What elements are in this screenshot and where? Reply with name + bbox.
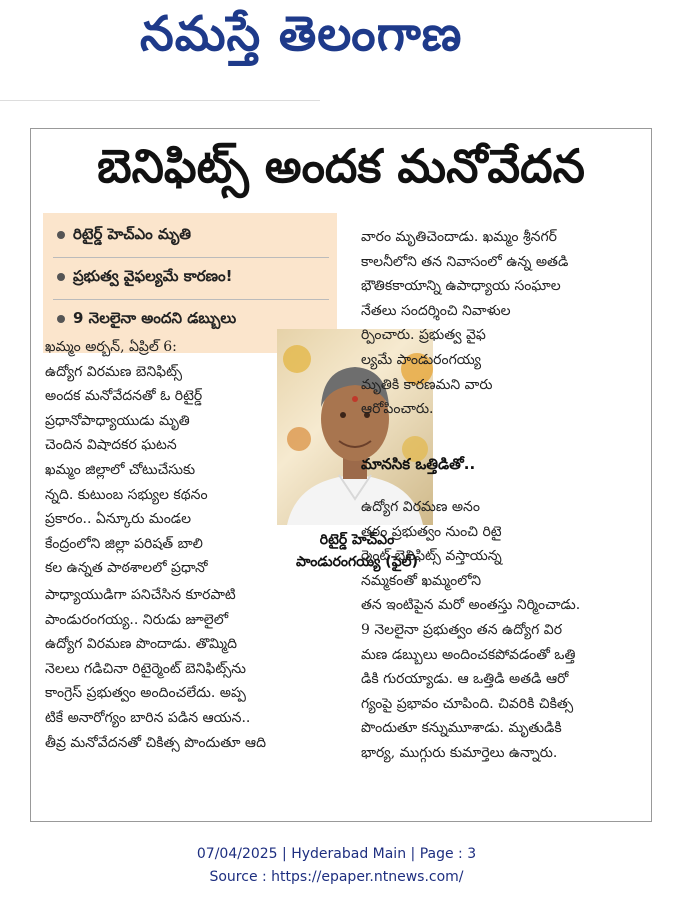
text-line: పాధ్యాయుడిగా పనిచేసిన కూరపాటి — [45, 587, 236, 603]
article-column-right-2 — [361, 495, 645, 766]
article-column-left — [45, 335, 269, 581]
article-clipping — [30, 128, 652, 822]
text-line: నేతలు సందర్శించి నివాళుల — [361, 302, 511, 319]
article-column-left-lower — [45, 583, 345, 755]
photo-caption: రిటైర్డ్ హెచ్ఎం పాండురంగయ్య (ఫైల్) — [296, 532, 418, 570]
text-line: మణ డబ్బులు అందించకపోవడంతో ఒత్తి — [361, 646, 576, 663]
text-line: ప్రధానోపాధ్యాయుడు మృతి — [45, 412, 190, 429]
masthead — [0, 0, 673, 100]
masthead-divider — [0, 100, 320, 101]
text-line: భౌతికకాయాన్ని ఉపాధ్యాయ సంఘాల — [361, 278, 561, 295]
article-subheading: మానసిక ఒత్తిడితో.. — [361, 455, 476, 473]
text-line: ఖమ్మం అర్బన్, ఏప్రిల్ 6: — [45, 339, 177, 355]
bullet-dot-icon — [57, 231, 65, 239]
text-line: చెందిన విషాదకర ఘటన — [45, 437, 177, 454]
source-link[interactable]: Source : https://epaper.ntnews.com/ — [209, 869, 464, 885]
text-line: ఉద్యోగ విరమణ అనం — [361, 499, 480, 515]
text-line: 9 నెలలైనా ప్రభుత్వం తన ఉద్యోగ విర — [361, 621, 563, 638]
text-line: పొందుతూ కన్నుమూశాడు. మృతుడికి — [361, 720, 562, 737]
highlight-divider — [53, 299, 329, 300]
text-line: ప్రకారం.. ఏన్కూరు మండల — [45, 511, 192, 528]
text-line: ఉద్యోగ విరమణ పొందాడు. తొమ్మిది — [45, 636, 238, 653]
text-line: టికే అనారోగ్యం బారిన పడిన ఆయన.. — [45, 709, 251, 726]
article-column-right — [361, 225, 645, 422]
text-line: కేంద్రంలోని జిల్లా పరిషత్ బాలి — [45, 535, 203, 552]
text-line: వారం మృతిచెందాడు. ఖమ్మం శ్రీనగర్ — [361, 229, 557, 245]
text-line: భార్య, ముగ్గురు కుమార్తెలు ఉన్నారు. — [361, 744, 558, 761]
text-line: నమ్మకంతో ఖమ్మంలోని — [361, 572, 482, 589]
edition-info: 07/04/2025 | Hyderabad Main | Page : 3 — [196, 846, 477, 862]
text-line: అందక మనోవేదనతో ఓ రిటైర్డ్ — [45, 388, 203, 405]
text-line: కాలనీలోని తన నివాసంలో ఉన్న అతడి — [361, 253, 569, 270]
article-headline: బెనిఫిట్స్ అందక మనోవేదన — [97, 139, 585, 193]
highlight-divider — [53, 257, 329, 258]
page-footer — [0, 843, 673, 889]
text-line: నెలలు గడిచినా రిటైర్మెంట్ బెనిఫిట్స్‌ను — [45, 660, 246, 677]
text-line: తరం ప్రభుత్వం నుంచి రిటై — [361, 523, 502, 540]
bullet-dot-icon — [57, 315, 65, 323]
text-line: తీవ్ర మనోవేదనతో చికిత్స పొందుతూ ఆది — [45, 734, 266, 751]
text-line: తన ఇంటిపైన మరో అంతస్తు నిర్మించాడు. — [361, 597, 581, 614]
text-line: న్నది. కుటుంబ సభ్యుల కథనం — [45, 486, 208, 503]
text-line: డికి గురయ్యాడు. ఆ ఒత్తిడి అతడి ఆరో — [361, 671, 569, 688]
text-line: ఉద్యోగ విరమణ బెనిఫిట్స్ — [45, 363, 183, 380]
text-line: పాండురంగయ్య.. నిరుడు జూలైలో — [45, 611, 229, 628]
bullet-dot-icon — [57, 273, 65, 281]
highlight-item: ప్రభుత్వ వైఫల్యమే కారణం! — [57, 267, 232, 289]
text-line: కల ఉన్నత పాఠశాలలో ప్రధానో — [45, 560, 208, 577]
text-line: మృతికి కారణమని వారు — [361, 376, 493, 393]
highlight-item: రిటైర్డ్ హెచ్ఎం మృతి — [57, 225, 191, 247]
text-line: ఖమ్మం జిల్లాలో చోటుచేసుకు — [45, 461, 196, 478]
text-line: ల్యమే పాండురంగయ్య — [361, 351, 482, 368]
text-line: ర్పించారు. ప్రభుత్వ వైఫ — [361, 327, 486, 344]
text-line: ర్మెంట్ బెనిఫిట్స్ వస్తాయన్న — [361, 548, 502, 565]
text-line: గ్యంపై ప్రభావం చూపింది. చివరికి చికిత్స — [361, 695, 574, 712]
highlight-item: 9 నెలలైనా అందని డబ్బులు — [57, 309, 236, 331]
newspaper-logo: నమస్తే తెలంగాణ — [140, 6, 463, 62]
text-line: ఆరోపించారు. — [361, 401, 434, 418]
text-line: కాంగ్రెస్ ప్రభుత్వం అందించలేదు. అప్ప — [45, 685, 246, 702]
